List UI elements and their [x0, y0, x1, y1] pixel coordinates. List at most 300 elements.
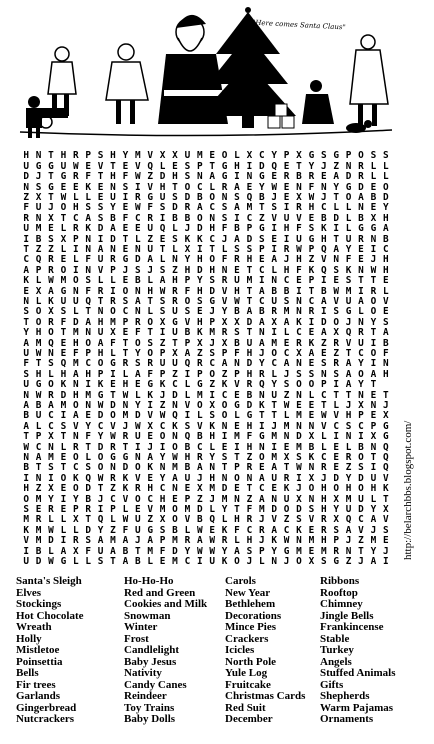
grid-letter[interactable]: S	[48, 358, 54, 370]
grid-letter[interactable]: S	[184, 171, 191, 183]
grid-letter[interactable]: E	[320, 171, 327, 183]
grid-letter[interactable]	[380, 380, 392, 390]
grid-letter[interactable]: S	[184, 306, 191, 318]
grid-letter[interactable]: C	[97, 420, 104, 432]
grid-letter[interactable]: G	[308, 233, 315, 245]
grid-letter[interactable]: R	[320, 524, 327, 536]
grid-letter[interactable]: Y	[196, 275, 203, 287]
grid-letter[interactable]: F	[85, 254, 92, 266]
grid-letter[interactable]: T	[246, 483, 253, 495]
grid-letter[interactable]: S	[122, 296, 129, 308]
grid-letter[interactable]: M	[209, 327, 216, 339]
grid-letter[interactable]: V	[184, 400, 191, 412]
grid-letter[interactable]: H	[23, 150, 30, 162]
grid-letter[interactable]: I	[122, 192, 129, 204]
grid-letter[interactable]: Q	[159, 223, 166, 235]
grid-letter[interactable]: M	[209, 483, 216, 495]
grid-letter[interactable]: K	[196, 327, 203, 339]
grid-letter[interactable]: F	[147, 202, 154, 214]
grid-letter[interactable]: H	[283, 223, 290, 235]
grid-letter[interactable]: S	[147, 337, 154, 349]
grid-letter[interactable]: X	[382, 504, 389, 516]
grid-letter[interactable]: S	[234, 244, 240, 256]
grid-letter[interactable]: I	[110, 368, 116, 380]
grid-letter[interactable]: O	[147, 348, 154, 360]
grid-letter[interactable]: R	[296, 202, 302, 214]
grid-letter[interactable]: J	[209, 493, 216, 505]
grid-letter[interactable]: K	[209, 420, 216, 432]
grid-letter[interactable]: O	[345, 192, 352, 204]
grid-letter[interactable]: Y	[122, 150, 129, 162]
grid-letter[interactable]: L	[209, 181, 216, 193]
grid-letter[interactable]: I	[271, 223, 278, 235]
grid-letter[interactable]: A	[48, 400, 54, 412]
grid-letter[interactable]: L	[72, 556, 79, 568]
grid-letter[interactable]: N	[172, 254, 178, 266]
grid-letter[interactable]: M	[296, 545, 302, 557]
grid-letter[interactable]: X	[333, 327, 340, 339]
grid-letter[interactable]: Q	[35, 254, 42, 266]
grid-letter[interactable]: U	[172, 306, 178, 318]
grid-letter[interactable]: H	[60, 150, 67, 162]
grid-letter[interactable]: S	[122, 181, 129, 193]
grid-letter[interactable]: B	[320, 212, 327, 224]
grid-letter[interactable]: N	[221, 420, 228, 432]
grid-letter[interactable]: A	[97, 337, 104, 349]
grid-letter[interactable]: Y	[345, 244, 352, 256]
grid-letter[interactable]: N	[296, 181, 302, 193]
grid-letter[interactable]: I	[97, 504, 104, 516]
grid-letter[interactable]: O	[97, 462, 104, 474]
grid-letter[interactable]: T	[48, 171, 54, 183]
grid-letter[interactable]: R	[283, 244, 290, 256]
grid-letter[interactable]: A	[134, 296, 141, 308]
grid-letter[interactable]: B	[370, 192, 377, 204]
grid-letter[interactable]: Z	[209, 379, 216, 391]
grid-letter[interactable]: I	[85, 379, 92, 391]
grid-letter[interactable]: T	[23, 244, 30, 256]
grid-letter[interactable]: A	[271, 254, 278, 266]
grid-letter[interactable]: P	[85, 348, 92, 360]
grid-letter[interactable]: X	[382, 410, 389, 422]
grid-letter[interactable]: D	[60, 389, 67, 401]
grid-letter[interactable]: K	[60, 379, 67, 391]
grid-letter[interactable]: J	[370, 524, 377, 536]
grid-letter[interactable]: K	[382, 483, 389, 495]
grid-letter[interactable]: H	[85, 368, 92, 380]
grid-letter[interactable]: N	[85, 400, 92, 412]
grid-letter[interactable]: C	[85, 358, 92, 370]
grid-letter[interactable]: N	[320, 181, 327, 193]
grid-letter[interactable]: K	[221, 556, 228, 568]
grid-letter[interactable]: V	[333, 410, 340, 422]
grid-letter[interactable]: E	[234, 420, 240, 432]
grid-letter[interactable]: X	[196, 483, 203, 495]
grid-letter[interactable]: A	[23, 400, 30, 412]
grid-letter[interactable]: V	[23, 535, 30, 547]
grid-letter[interactable]: U	[234, 275, 240, 287]
grid-letter[interactable]: V	[147, 410, 154, 422]
grid-letter[interactable]: J	[97, 493, 104, 505]
grid-letter[interactable]: O	[110, 410, 116, 422]
grid-letter[interactable]: S	[172, 192, 178, 204]
grid-letter[interactable]: M	[72, 358, 79, 370]
grid-letter[interactable]: I	[308, 316, 315, 328]
grid-letter[interactable]: L	[35, 296, 42, 308]
grid-letter[interactable]: A	[72, 368, 79, 380]
grid-letter[interactable]: N	[308, 462, 315, 474]
grid-letter[interactable]: T	[258, 410, 265, 422]
grid-letter[interactable]: R	[110, 254, 116, 266]
grid-letter[interactable]: H	[320, 233, 327, 245]
grid-letter[interactable]: S	[159, 264, 166, 276]
grid-letter[interactable]: V	[308, 514, 315, 526]
grid-letter[interactable]: F	[122, 212, 129, 224]
grid-letter[interactable]: O	[221, 150, 228, 162]
grid-letter[interactable]: A	[320, 327, 327, 339]
grid-letter[interactable]: A	[234, 545, 240, 557]
grid-letter[interactable]: S	[283, 296, 290, 308]
grid-letter[interactable]: P	[345, 150, 352, 162]
grid-letter[interactable]: G	[110, 358, 116, 370]
grid-letter[interactable]: S	[134, 358, 141, 370]
grid-letter[interactable]: S	[23, 306, 30, 318]
grid-letter[interactable]: D	[97, 441, 104, 453]
grid-letter[interactable]: W	[134, 202, 141, 214]
grid-letter[interactable]: S	[333, 524, 340, 536]
grid-letter[interactable]: L	[172, 244, 178, 256]
grid-letter[interactable]: H	[320, 535, 327, 547]
grid-letter[interactable]: R	[147, 358, 154, 370]
grid-letter[interactable]: N	[358, 316, 364, 328]
grid-letter[interactable]: V	[358, 524, 364, 536]
grid-letter[interactable]: M	[271, 431, 278, 443]
grid-letter[interactable]: B	[172, 524, 178, 536]
grid-letter[interactable]: Z	[283, 389, 290, 401]
grid-letter[interactable]: D	[97, 223, 104, 235]
grid-letter[interactable]: P	[159, 348, 166, 360]
grid-letter[interactable]: J	[358, 556, 364, 568]
grid-letter[interactable]: X	[370, 431, 377, 443]
grid-letter[interactable]: S	[234, 192, 240, 204]
grid-letter[interactable]: O	[23, 493, 30, 505]
grid-letter[interactable]: G	[345, 306, 352, 318]
grid-letter[interactable]: B	[35, 233, 42, 245]
grid-letter[interactable]: L	[122, 504, 129, 516]
grid-letter[interactable]: N	[221, 264, 228, 276]
grid-letter[interactable]: N	[23, 296, 30, 308]
grid-letter[interactable]: I	[134, 181, 141, 193]
grid-letter[interactable]: V	[184, 514, 191, 526]
grid-letter[interactable]: S	[246, 244, 253, 256]
grid-letter[interactable]: Z	[147, 514, 154, 526]
grid-letter[interactable]: A	[35, 452, 42, 464]
grid-letter[interactable]: C	[308, 296, 315, 308]
grid-letter[interactable]: F	[60, 316, 67, 328]
grid-letter[interactable]: B	[85, 493, 92, 505]
grid-letter[interactable]: Z	[196, 493, 203, 505]
grid-letter[interactable]: L	[382, 285, 389, 297]
grid-letter[interactable]: M	[134, 150, 141, 162]
grid-letter[interactable]: P	[85, 150, 92, 162]
grid-letter[interactable]: X	[358, 400, 364, 412]
grid-letter[interactable]: J	[48, 202, 54, 214]
grid-letter[interactable]: N	[283, 431, 290, 443]
grid-letter[interactable]: E	[134, 379, 141, 391]
grid-letter[interactable]: Y	[258, 181, 265, 193]
grid-letter[interactable]: J	[370, 254, 377, 266]
grid-letter[interactable]: O	[370, 348, 377, 360]
grid-letter[interactable]: U	[35, 202, 42, 214]
grid-letter[interactable]: G	[221, 160, 228, 172]
grid-letter[interactable]: Z	[110, 524, 116, 536]
grid-letter[interactable]: D	[172, 202, 178, 214]
grid-letter[interactable]: E	[85, 410, 92, 422]
grid-letter[interactable]: E	[308, 212, 315, 224]
grid-letter[interactable]: U	[97, 545, 104, 557]
grid-letter[interactable]: A	[134, 368, 141, 380]
grid-letter[interactable]: I	[370, 244, 377, 256]
grid-letter[interactable]: G	[60, 556, 67, 568]
grid-letter[interactable]: H	[184, 264, 191, 276]
grid-letter[interactable]: T	[60, 327, 67, 339]
grid-letter[interactable]: C	[358, 420, 364, 432]
grid-letter[interactable]: R	[246, 379, 253, 391]
grid-letter[interactable]: I	[23, 545, 30, 557]
grid-letter[interactable]: N	[320, 368, 327, 380]
grid-letter[interactable]: O	[72, 275, 79, 287]
grid-letter[interactable]: O	[172, 514, 178, 526]
grid-letter[interactable]: G	[147, 524, 154, 536]
grid-letter[interactable]: H	[382, 212, 389, 224]
grid-letter[interactable]: H	[209, 472, 216, 484]
grid-letter[interactable]: A	[370, 368, 377, 380]
grid-letter[interactable]: A	[283, 358, 290, 370]
grid-letter[interactable]: A	[122, 556, 129, 568]
grid-letter[interactable]: R	[308, 306, 315, 318]
grid-letter[interactable]: F	[234, 524, 240, 536]
grid-letter[interactable]: B	[184, 441, 191, 453]
grid-letter[interactable]: C	[48, 420, 54, 432]
grid-letter[interactable]: P	[234, 462, 240, 474]
grid-letter[interactable]: Y	[110, 202, 116, 214]
grid-letter[interactable]: R	[283, 472, 290, 484]
grid-letter[interactable]: F	[345, 254, 352, 266]
grid-letter[interactable]: C	[258, 150, 265, 162]
grid-letter[interactable]: N	[134, 285, 141, 297]
grid-letter[interactable]: I	[234, 441, 240, 453]
grid-letter[interactable]: S	[60, 420, 67, 432]
grid-letter[interactable]: Y	[97, 431, 104, 443]
grid-letter[interactable]: Y	[209, 452, 216, 464]
grid-letter[interactable]: K	[296, 524, 302, 536]
grid-letter[interactable]: I	[97, 233, 104, 245]
grid-letter[interactable]: P	[258, 545, 265, 557]
grid-letter[interactable]: N	[134, 244, 141, 256]
grid-letter[interactable]: E	[48, 223, 54, 235]
grid-letter[interactable]: N	[246, 171, 253, 183]
grid-letter[interactable]: R	[48, 264, 54, 276]
grid-letter[interactable]: N	[370, 441, 377, 453]
grid-letter[interactable]: E	[60, 337, 67, 349]
grid-letter[interactable]: O	[209, 254, 216, 266]
grid-letter[interactable]: Z	[196, 348, 203, 360]
grid-letter[interactable]: C	[283, 348, 290, 360]
grid-letter[interactable]: T	[23, 431, 30, 443]
grid-letter[interactable]: U	[23, 379, 30, 391]
grid-letter[interactable]: M	[110, 316, 116, 328]
grid-letter[interactable]: G	[122, 254, 129, 266]
grid-letter[interactable]: Q	[345, 514, 352, 526]
grid-letter[interactable]: V	[271, 514, 278, 526]
grid-letter[interactable]: K	[184, 233, 191, 245]
grid-letter[interactable]: W	[122, 389, 129, 401]
grid-letter[interactable]: F	[296, 223, 302, 235]
grid-letter[interactable]: Q	[209, 514, 216, 526]
grid-letter[interactable]: T	[345, 348, 352, 360]
grid-letter[interactable]: C	[258, 264, 265, 276]
grid-letter[interactable]: D	[172, 389, 178, 401]
grid-letter[interactable]: S	[296, 514, 302, 526]
grid-letter[interactable]: N	[221, 472, 228, 484]
grid-letter[interactable]: C	[296, 327, 302, 339]
grid-letter[interactable]: E	[172, 160, 178, 172]
grid-letter[interactable]: L	[35, 275, 42, 287]
grid-letter[interactable]: C	[258, 483, 265, 495]
grid-letter[interactable]: B	[283, 285, 290, 297]
grid-letter[interactable]: O	[60, 472, 67, 484]
grid-letter[interactable]: S	[345, 420, 352, 432]
grid-letter[interactable]: I	[246, 160, 253, 172]
grid-letter[interactable]: C	[271, 358, 278, 370]
grid-letter[interactable]: O	[60, 202, 67, 214]
grid-letter[interactable]: P	[234, 368, 240, 380]
grid-letter[interactable]: X	[48, 306, 54, 318]
grid-letter[interactable]: E	[271, 171, 278, 183]
grid-letter[interactable]: G	[48, 160, 54, 172]
grid-letter[interactable]: L	[196, 410, 203, 422]
grid-letter[interactable]: K	[147, 462, 154, 474]
grid-letter[interactable]: E	[271, 483, 278, 495]
grid-letter[interactable]: J	[209, 306, 216, 318]
grid-letter[interactable]: U	[283, 212, 290, 224]
grid-letter[interactable]: Q	[147, 160, 154, 172]
grid-letter[interactable]: T	[110, 389, 116, 401]
grid-letter[interactable]: M	[345, 493, 352, 505]
grid-letter[interactable]: M	[283, 306, 290, 318]
grid-letter[interactable]: I	[234, 171, 240, 183]
grid-letter[interactable]: P	[209, 316, 216, 328]
grid-letter[interactable]: N	[258, 389, 265, 401]
grid-letter[interactable]: D	[23, 171, 30, 183]
grid-letter[interactable]: L	[147, 275, 154, 287]
grid-letter[interactable]: A	[97, 244, 104, 256]
grid-letter[interactable]: T	[308, 285, 315, 297]
grid-letter[interactable]: M	[246, 275, 253, 287]
grid-letter[interactable]: D	[271, 504, 278, 516]
grid-letter[interactable]: X	[147, 420, 154, 432]
grid-letter[interactable]: H	[209, 223, 216, 235]
grid-letter[interactable]: L	[382, 160, 389, 172]
grid-letter[interactable]: A	[110, 545, 116, 557]
grid-letter[interactable]: M	[35, 337, 42, 349]
grid-letter[interactable]: C	[134, 212, 141, 224]
grid-letter[interactable]: M	[147, 545, 154, 557]
grid-letter[interactable]: T	[283, 462, 290, 474]
grid-letter[interactable]: Z	[308, 254, 315, 266]
grid-letter[interactable]: L	[147, 556, 154, 568]
grid-letter[interactable]: Q	[258, 379, 265, 391]
grid-letter[interactable]: J	[382, 545, 389, 557]
grid-letter[interactable]: E	[60, 504, 67, 516]
grid-letter[interactable]: T	[358, 275, 364, 287]
grid-letter[interactable]: G	[60, 171, 67, 183]
grid-letter[interactable]: Y	[358, 379, 364, 391]
grid-letter[interactable]: K	[159, 379, 166, 391]
grid-letter[interactable]: A	[258, 493, 265, 505]
grid-letter[interactable]: H	[172, 275, 178, 287]
grid-letter[interactable]: E	[308, 358, 315, 370]
grid-letter[interactable]: I	[320, 306, 327, 318]
grid-letter[interactable]: M	[258, 504, 265, 516]
grid-letter[interactable]: U	[147, 244, 154, 256]
grid-letter[interactable]: F	[23, 202, 30, 214]
grid-letter[interactable]: I	[60, 535, 67, 547]
grid-letter[interactable]: I	[23, 472, 30, 484]
grid-letter[interactable]: J	[320, 160, 327, 172]
grid-letter[interactable]: M	[122, 410, 129, 422]
grid-letter[interactable]: Z	[221, 368, 228, 380]
grid-letter[interactable]: M	[184, 504, 191, 516]
grid-letter[interactable]: W	[209, 535, 216, 547]
grid-letter[interactable]: L	[97, 275, 104, 287]
grid-letter[interactable]: E	[333, 441, 340, 453]
grid-letter[interactable]: V	[97, 160, 104, 172]
grid-letter[interactable]: L	[60, 223, 67, 235]
grid-letter[interactable]: L	[271, 368, 278, 380]
grid-letter[interactable]: H	[196, 316, 203, 328]
grid-letter[interactable]: Y	[345, 472, 352, 484]
grid-letter[interactable]: E	[122, 160, 129, 172]
grid-letter[interactable]: H	[382, 264, 389, 276]
grid-letter[interactable]: J	[258, 514, 265, 526]
grid-letter[interactable]: V	[382, 296, 389, 308]
grid-letter[interactable]: U	[358, 493, 364, 505]
grid-letter[interactable]: J	[345, 316, 352, 328]
grid-letter[interactable]: H	[72, 202, 79, 214]
grid-letter[interactable]: N	[97, 306, 104, 318]
grid-letter[interactable]: L	[209, 441, 216, 453]
grid-letter[interactable]: I	[234, 212, 240, 224]
grid-letter[interactable]: T	[48, 150, 54, 162]
grid-letter[interactable]: V	[382, 472, 389, 484]
source-url[interactable]: http://belarchbbs.blogspot.com/	[402, 420, 414, 560]
grid-letter[interactable]: N	[234, 358, 240, 370]
grid-letter[interactable]: H	[246, 348, 253, 360]
grid-letter[interactable]: R	[134, 192, 141, 204]
grid-letter[interactable]: O	[72, 452, 79, 464]
grid-letter[interactable]: U	[246, 337, 253, 349]
grid-letter[interactable]: T	[147, 296, 154, 308]
grid-letter[interactable]: O	[134, 462, 141, 474]
grid-letter[interactable]: D	[134, 254, 141, 266]
grid-letter[interactable]: T	[122, 348, 129, 360]
grid-letter[interactable]: G	[258, 431, 265, 443]
grid-letter[interactable]: E	[122, 327, 129, 339]
grid-letter[interactable]: J	[196, 472, 203, 484]
grid-letter[interactable]: E	[358, 254, 364, 266]
grid-letter[interactable]: O	[308, 483, 315, 495]
